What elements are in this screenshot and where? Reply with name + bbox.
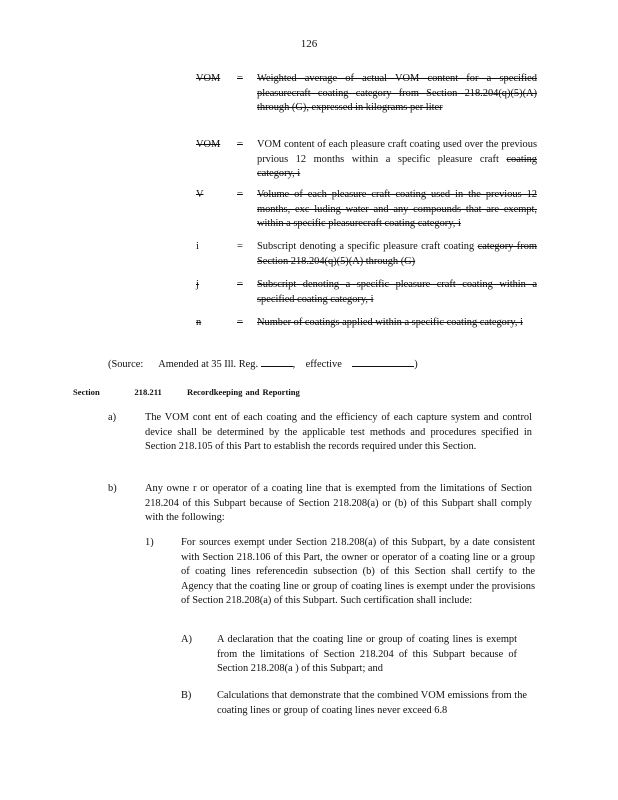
definition-text: Subscript denoting a specific pleasure craft coating within a specified coating category, i: [257, 279, 537, 305]
page-number: 126: [300, 38, 318, 50]
definition-equals: =: [237, 139, 243, 150]
source-prefix: (Source:: [108, 359, 144, 370]
source-effective-label: effective: [305, 359, 342, 370]
paragraph-text: A declaration that the coating line or group of coating lines is exempt from the limitations of Section 218.204 of this Subpart because of Section 218.208(a ) of this Subpart; and: [217, 634, 517, 674]
source-separator: ,: [292, 359, 296, 370]
definition-variable: i: [196, 241, 199, 252]
section-title: Recordkeeping and Reporting: [187, 387, 300, 397]
source-note: [108, 356, 528, 373]
definition-equals: =: [237, 241, 243, 252]
definition-struck-text: category from Section 218.204(q)(5)(A) through (G): [257, 241, 537, 267]
effective-date-blank: [352, 356, 414, 367]
definition-equals: =: [237, 189, 243, 200]
definition-text-block: [257, 240, 537, 269]
paragraph-label: 1): [145, 537, 154, 548]
section-heading: [73, 385, 533, 400]
paragraph-label: a): [108, 412, 117, 423]
definition-variable: j: [196, 279, 199, 290]
section-label: Section: [73, 387, 100, 397]
definition-text: Volume of each pleasure craft coating used in the previous 12 months, exc luding water and any compounds that are exempt, within a specific pleasurecraft coating category, i: [257, 189, 537, 229]
definition-text-block: [257, 138, 537, 182]
definition-struck-text: coating category, i: [257, 153, 537, 179]
paragraph-text: For sources exempt under Section 218.208(a) of this Subpart, by a date consistent with Section 218.106 of this Part, the owner or operator of a coating line or a group of coating lines referencedin subsection (b) of this Section shall certify to the Agency that the coating line or group of coating lines is exempt under the provisions of Section 218.208(a) of this Subpart. Such certification shall include:: [181, 537, 535, 606]
definition-text: Number of coatings applied within a specific coating category, i: [257, 317, 523, 328]
paragraph-text: Calculations that demonstrate that the combined VOM emissions from the coating lines or group of coating lines never exceed 6.8: [217, 690, 527, 716]
paragraph-label: b): [108, 483, 117, 494]
definition-variable: V: [196, 189, 204, 200]
definition-text: Subscript denoting a specific pleasure craft coating: [257, 241, 475, 252]
source-suffix: ): [414, 359, 418, 370]
paragraph-label: A): [181, 634, 192, 645]
definition-variable: VOM: [196, 139, 221, 150]
definition-variable: n: [196, 317, 202, 328]
section-number: 218.211: [134, 387, 162, 397]
definition-text: Weighted average of actual VOM content for a specified pleasurecraft coating category from Section 218.204(q)(5)(A) through (G), expressed in kilograms per liter: [257, 73, 537, 113]
paragraph-text: The VOM cont ent of each coating and the efficiency of each capture system and control device shall be determined by the applicable test methods and procedures specified in Section 218.105 of this Part to establish the records required under this Section.: [145, 412, 532, 452]
source-text: Amended at 35 Ill. Reg.: [158, 359, 259, 370]
register-blank: [261, 356, 293, 367]
definition-equals: =: [237, 73, 243, 84]
paragraph-label: B): [181, 690, 192, 701]
definition-equals: =: [237, 279, 243, 290]
definition-equals: =: [237, 317, 243, 328]
paragraph-text: Any owne r or operator of a coating line that is exempted from the limitations of Section 218.204 of this Subpart because of Section 218.208(a) or (b) of this Subpart shall comply with the following:: [145, 483, 532, 523]
definition-variable: VOM: [196, 73, 221, 84]
definition-text: VOM content of each pleasure craft coating used over the previous prvious 12 months within a specific pleasure craft: [257, 139, 537, 165]
